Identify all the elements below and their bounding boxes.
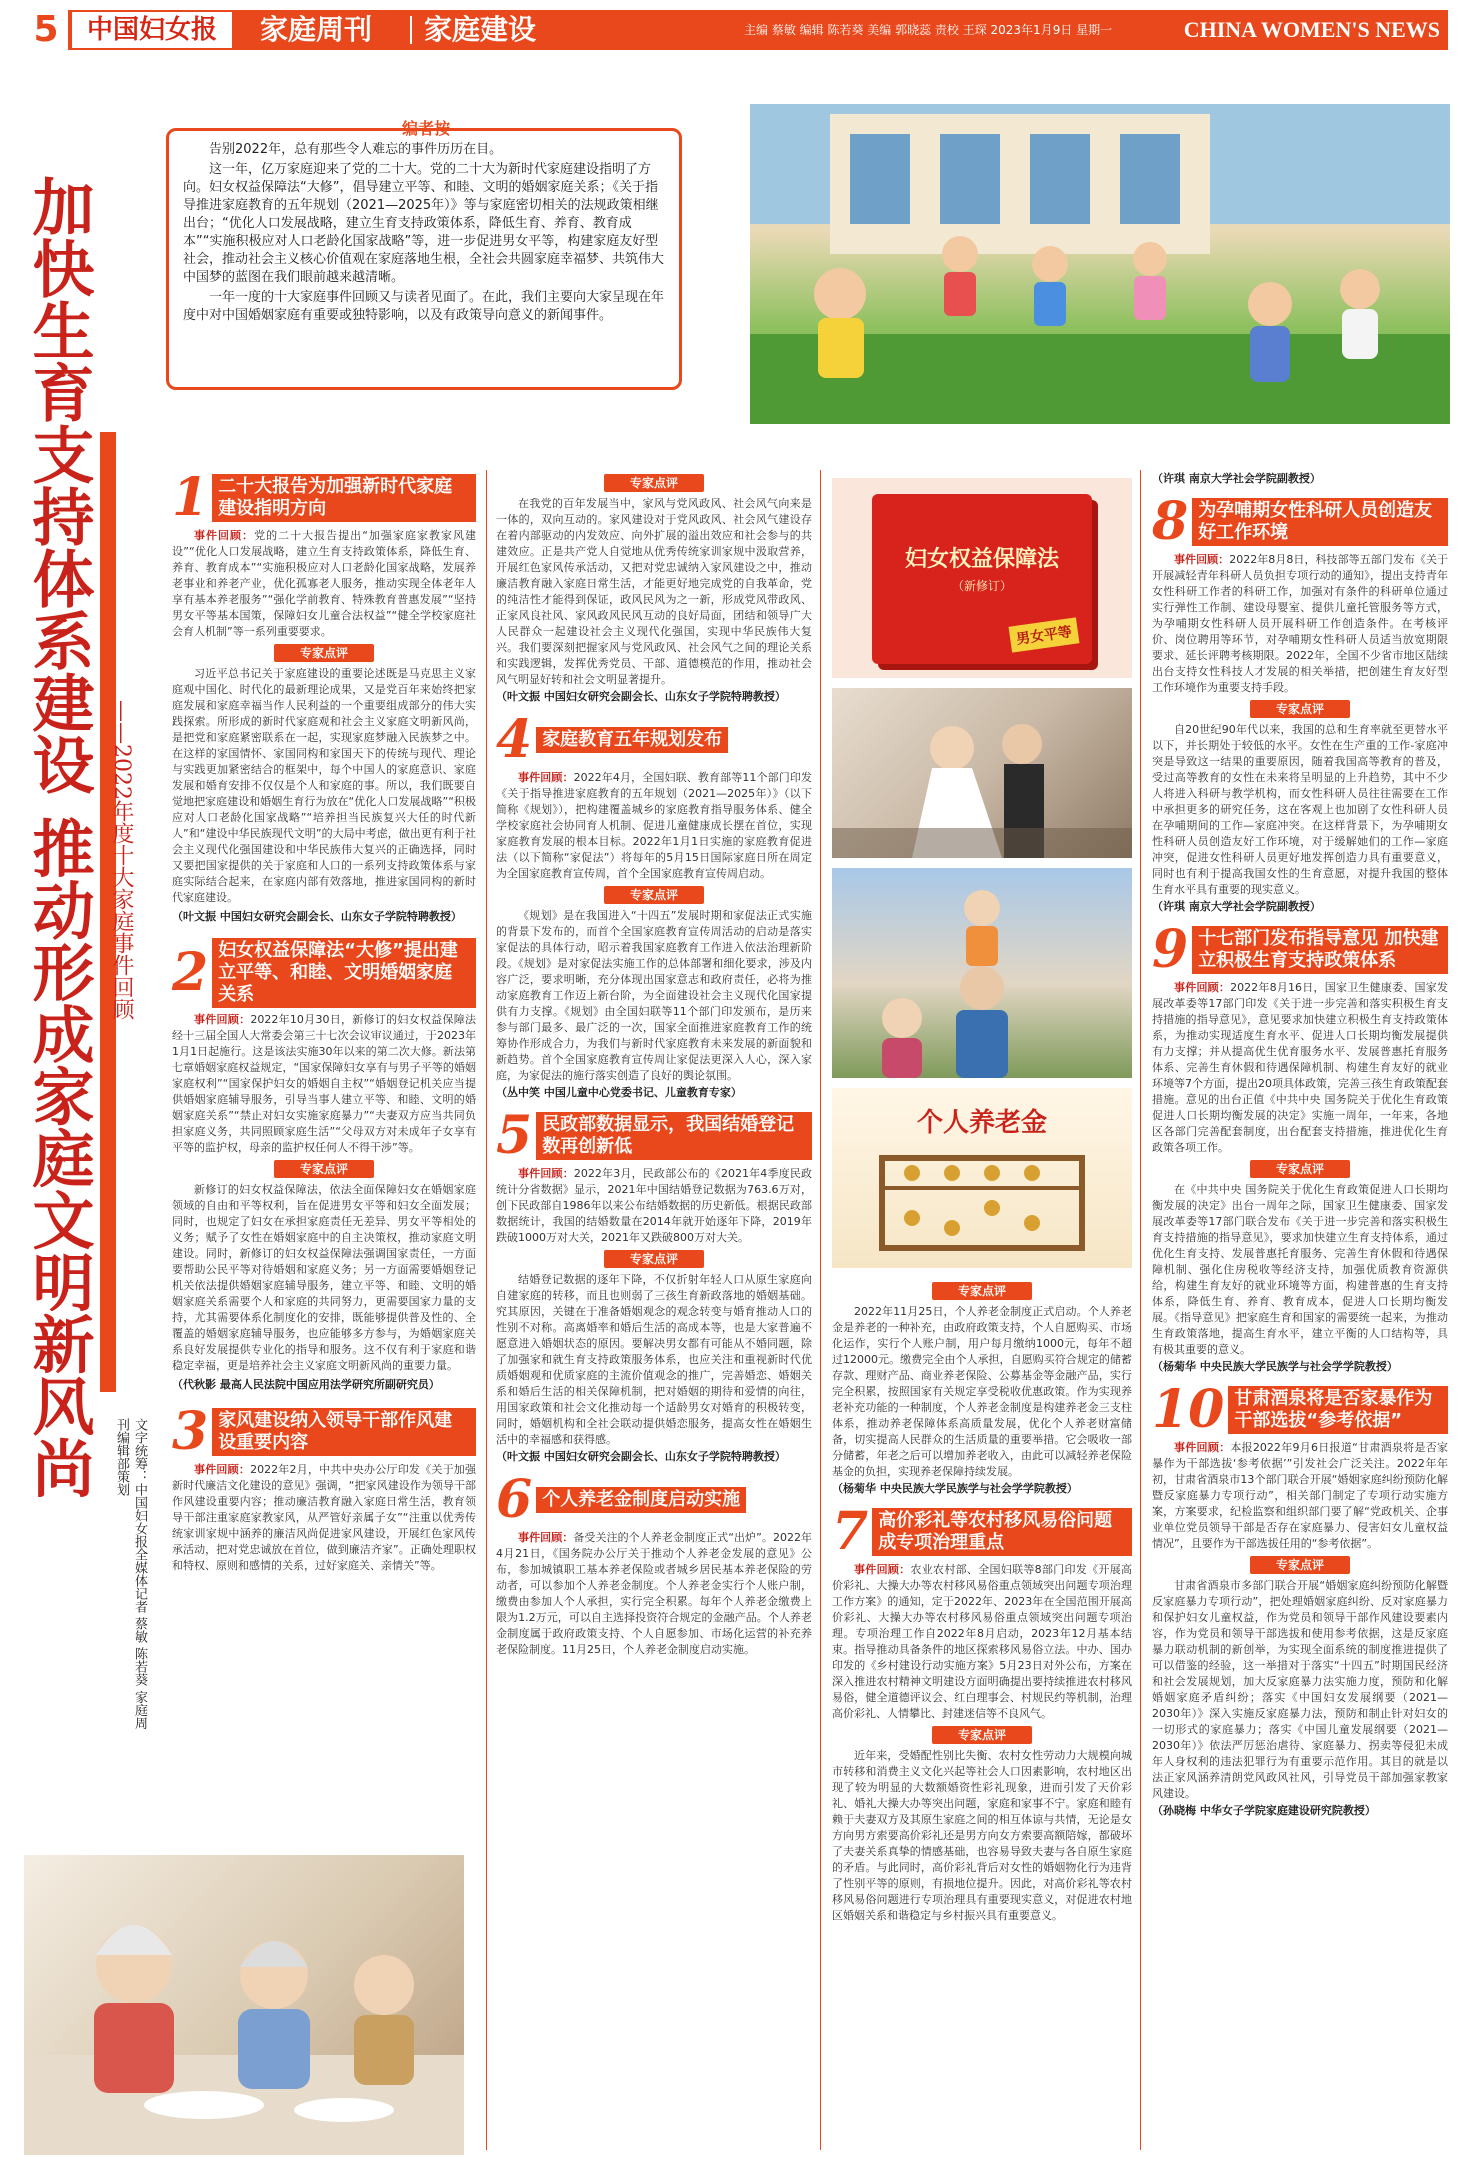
section-title: 二十大报告为加强新时代家庭建设指明方向 — [212, 474, 476, 522]
column-divider — [820, 470, 821, 2150]
event-label: 事件回顾： — [518, 1531, 574, 1544]
column-divider — [486, 470, 487, 2150]
elders-illustration — [24, 1855, 464, 2155]
editor-note-para: 告别2022年，总有那些令人难忘的事件历历在目。 — [209, 142, 503, 157]
event-label: 事件回顾： — [194, 529, 255, 542]
section-title: 家风建设纳入领导干部作风建设重要内容 — [212, 1408, 476, 1456]
section-number: 2 — [172, 942, 209, 1003]
main-headline: 加快生育支持体系建设 推动形成家庭文明新风尚 — [22, 175, 95, 1499]
event-label: 事件回顾： — [854, 1563, 911, 1576]
wedding-illustration — [832, 688, 1132, 858]
section-number: 9 — [1152, 919, 1189, 980]
section-number: 10 — [1152, 1379, 1225, 1440]
masthead-bar — [24, 10, 1448, 50]
event-label: 事件回顾： — [1174, 1441, 1231, 1454]
expert-signature: （代秋影 最高人民法院中国应用法学研究所副研究员） — [172, 1378, 440, 1391]
comment-text: 2022年11月25日，个人养老金制度正式启动。个人养老金是养老的一种补充，由政府政策支持，个人自愿购买、市场化运作，实行个人账户制，用户每月缴纳1000元，每年不超过12000元。缴费完全由个人承担，自愿购买符合规定的储蓄存款、理财产品、商业养老保险、公募基金等金融产品，实行完全积累，按照国家有关规定享受税收优惠政策。作为实现养老补充功能的一种制度，个人养老金制度是构建养老金三支柱体系，推动养老保障体系高质量发展，优化个人养老财富储备，切实提高人民群众的生活质量的重要举措。它会吸收一部分储蓄，年老之后可以增加养老收入，由此可以减轻养老保险基金的负担，实现养老保障持续发展。 — [832, 1305, 1132, 1478]
expert-signature: （杨菊华 中央民族大学民族学与社会学学院教授） — [832, 1482, 1078, 1495]
comment-text: 新修订的妇女权益保障法，依法全面保障妇女在婚姻家庭领域的自由和平等权利，旨在促进男女平等和妇女全面发展；同时，也规定了妇女在承担家庭责任无差异、男女平等相处的义务；赋予了女性在婚姻家庭中的自主决策权，推动家庭文明建设。同时，新修订的妇女权益保障法强调国家责任，一方面要帮助公民平等对待婚姻和家庭义务；另一方面需要婚姻登记机关依法提供婚姻家庭辅导服务，建立平等、和睦、文明的婚姻家庭关系需要个人和家庭的共同努力，更需要国家力量的支持，尤其需要体系化制度化的安排，既能够提供普及性的、全覆盖的婚姻家庭辅导服务，也应能够多方参与，为婚姻家庭关系良好发展提供专业化的指导和服务。这不仅有利于家庭和谐稳定幸福，更是培养社会主义家庭文明新风尚的重要力量。 — [172, 1183, 476, 1372]
family-photo — [832, 868, 1132, 1078]
comment-heading: 专家点评 — [604, 1250, 704, 1268]
section-title: 个人养老金制度启动实施 — [536, 1487, 746, 1513]
book-title: 妇女权益保障法 — [904, 547, 1059, 572]
abacus-icon — [832, 1088, 1132, 1268]
section-title: 高价彩礼等农村移风易俗问题成专项治理重点 — [872, 1508, 1132, 1556]
comment-text: 近年来，受婚配性别比失衡、农村女性劳动力大规模向城市转移和消费主义文化兴起等社会人口因素影响，农村地区出现了较为明显的大数额婚资性彩礼现象，进而引发了天价彩礼、婚礼大操大办等突出问题，家庭和家事不宁。家庭和睦有赖于夫妻双方及其原生家庭之间的相互体谅与共情，无论是女方向男方索要高价彩礼还是男方向女方索要高额陪嫁，都破坏了夫妻关系真挚的情感基础，也容易导致夫妻与各自原生家庭的矛盾。与此同时，高价彩礼背后对女性的婚姻物化行为违背了性别平等的原则，有损地位提升。因此，对高价彩礼等农村移风易俗问题进行专项治理具有重要现实意义，对促进农村地区婚姻关系和谐稳定与乡村振兴具有重要意义。 — [832, 1749, 1132, 1922]
expert-signature: （许琪 南京大学社会学院副教授） — [1152, 900, 1321, 913]
expert-signature: （杨菊华 中央民族大学民族学与社会学学院教授） — [1152, 1360, 1398, 1373]
comment-text: 《规划》是在我国进入“十四五”发展时期和家促法正式实施的背景下发布的，而首个全国家庭教育宣传周活动的启动是落实家促法的具体行动，昭示着我国家庭教育工作进入依法治理新阶段。《规划》是对家促法实施工作的总体部署和细化要求，涉及内容广泛，要求明晰，充分体现出国家意志和政府责任，必将为推动家庭教育工作迈上新台阶，为全面建设社会主义现代化国家提供有力支撑。《规划》由全国妇联等11个部门印发颁布，是历来参与部门最多、最广泛的一次，国家全面推进家庭教育工作的统筹协作形成合力，为我们与新时代家庭教育未来发展的新面貌和新趋势。首个全国家庭教育宣传周让家促法更深入人心，深入家庭，为家促法的施行落实创造了良好的舆论氛围。 — [496, 909, 812, 1082]
elders-photo — [24, 1855, 464, 2155]
comment-text: 在我党的百年发展当中，家风与党风政风、社会风气向来是一体的，双向互动的。家风建设对于党风政风、社会风气建设存在着内部驱动的内发效应、向外扩展的溢出效应和社会参与的共建效应。正是共产党人自觉地从优秀传统家训家规中汲取营养，开展红色家风传承活动，又把对党忠诚纳入家风建设之中，推动廉洁教育融入家庭日常生活，才能更好地完成党的自我革命，党的纯洁性才能得到保证，政风民风为之一新，形成党风带政风、正家风良社风、家风政风民风互动的良好局面，团结和领导广大人民群众一起建设社会主义现代化强国，实现中华民族伟大复兴。我们要深刻把握家风与党风政风、社会风气之间的理论关系和实践逻辑，发挥优秀党员、干部、道德模范的作用，推动社会风气明显好转和社会文明显著提升。 — [496, 497, 812, 686]
comment-heading: 专家点评 — [932, 1282, 1032, 1300]
comment-heading: 专家点评 — [274, 1160, 374, 1178]
event-text: 本报2022年9月6日报道“甘肃酒泉将是否家暴作为干部选拔‘参考依据’”引发社会广泛关注。2022年年初，甘肃省酒泉市13个部门联合开展“婚姻家庭纠纷预防化解暨反家庭暴力专项行动”，相关部门制定了专项行动实施方案，方案要求，纪检监察和组织部门要了解“党政机关、企事业单位党员领导干部是否存在家庭暴力、侵害妇女儿童权益情况”，且要作为干部选拔任用的“参考依据”。 — [1152, 1441, 1448, 1550]
event-text: 2022年4月，全国妇联、教育部等11个部门印发《关于指导推进家庭教育的五年规划（2021—2025年）》（以下简称《规划》），把构建覆盖城乡的家庭教育指导服务体系、健全学校家庭社会协同育人机制、促进儿童健康成长摆在首位，实现家庭教育发展的根本目标。2022年1月1日实施的家庭教育促进法（以下简称“家促法”）将每年的5月15日国际家庭日所在周定为全国家庭教育宣传周，首个全国家庭教育宣传周启动。 — [496, 771, 812, 880]
section-title: 为孕哺期女性科研人员创造友好工作环境 — [1192, 498, 1448, 546]
comment-text: 习近平总书记关于家庭建设的重要论述既是马克思主义家庭观中国化、时代化的最新理论成果，又是党百年来始终把家庭发展和家庭幸福当作人民利益的一个重要组成部分的伟大实践探索。所形成的新时代家庭观和社会主义家庭文明新风尚，是把党和家庭紧密联系在一起，实现家庭梦融入民族梦之中。在这样的家国情怀、家国同构和家国天下的传统与现代、理论与实践更加紧密结合的框架中，每个中国人的家庭意识、家庭发展和婚育安排不仅仅是个人和家庭的事。所以，我们既要自觉地把家庭建设和婚姻生育行为放在“优化人口发展战略”“积极应对人口老龄化国家战略”“培养担当民族复兴大任的时代新人”和“建设中华民族现代文明”的大局中考虑，做出更有利于社会主义现代化强国建设和中华民族伟大复兴的正确选择，同时又要把国家提供的关于家庭和人口的一系列支持政策体系与家庭实际结合起来，在家庭内部有效落地，推进家国同构的新时代家庭建设。 — [172, 667, 476, 904]
editor-note-para: 这一年，亿万家庭迎来了党的二十大。党的二十大为新时代家庭建设指明了方向。妇女权益保障法“大修”，倡导建立平等、和睦、文明的婚姻家庭关系；《关于指导推进家庭教育的五年规划（2021—2025年）》等与家庭密切相关的法规政策相继出台；“优化人口发展战略，建立生育支持政策体系，降低生育、养育、教育成本”“实施积极应对人口老龄化国家战略”等，进一步促进男女平等，构建家庭友好型社会，推动社会主义核心价值观在家庭落地生根，全社会共圆家庭幸福梦、共筑伟大中国梦的蓝图在我们眼前越来越清晰。 — [183, 162, 665, 285]
expert-signature: （叶文振 中国妇女研究会副会长、山东女子学院特聘教授） — [172, 910, 462, 923]
comment-text: 自20世纪90年代以来，我国的总和生育率就至更替水平以下，并长期处于较低的水平。女性在生产重的工作-家庭冲突是导致这一结果的重要原因，随着我国高等教育的普及，受过高等教育的女性在未来将呈明显的上升趋势，其中不少人将进入科研与教学机构，而女性科研人员往往需要在工作中承担更多的研究任务，这在客观上也加剧了女性科研人员在孕哺期间的工作—家庭冲突。在这样背景下，为孕哺期女性科研人员创造友好工作环境，对于缓解她们的工作—家庭冲突，促进女性科研人员更好地发挥创造力具有重要意义，同时也有利于提高我国女性的生育意愿，对提升我国的整体生育水平具有重要的现实意义。 — [1152, 723, 1448, 896]
article-column-3 — [832, 1278, 1132, 1924]
section-title: 十七部门发布指导意见 加快建立积极生育支持政策体系 — [1192, 926, 1448, 974]
comment-heading: 专家点评 — [274, 644, 374, 662]
event-label: 事件回顾： — [1174, 553, 1230, 566]
event-label: 事件回顾： — [518, 771, 574, 784]
section-number: 5 — [496, 1105, 533, 1166]
event-text: 2022年8月16日，国家卫生健康委、国家发展改革委等17部门印发《关于进一步完善和落实积极生育支持措施的指导意见》，意见要求加快建立积极生育支持政策体系，为推动实现适度生育水平、促进人口长期均衡发展提供有力支撑；并从提高优生优育服务水平、发展普惠托育服务体系、完善生育休假和待遇保障机制、构建生育友好的就业环境等7个方面，提出20项具体政策，完善三孩生育政策配套措施。意见的出台正值《中共中央 国务院关于优化生育政策促进人口长期均衡发展的决定》实施一周年，一年来，各地区各部门完善配套制度，出台配套支持措施，推进优化生育政策各项工作。 — [1152, 981, 1448, 1154]
event-text: 备受关注的个人养老金制度正式“出炉”。2022年4月21日，《国务院办公厅关于推动个人养老金发展的意见》公布，参加城镇职工基本养老保险或者城乡居民基本养老保险的劳动者，可以参加个人养老金制度。个人养老金实行个人账户制，缴费由参加人个人承担，实行完全积累。每年个人养老金缴费上限为1.2万元，可以自主选择投资符合规定的金融产品。个人养老金制度属于政府政策支持、个人自愿参加、市场化运营的补充养老保险制度。11月25日，个人养老金制度启动实施。 — [496, 1531, 813, 1656]
expert-signature: （叶文振 中国妇女研究会副会长、山东女子学院特聘教授） — [496, 1450, 786, 1463]
comment-heading: 专家点评 — [604, 886, 704, 904]
wedding-photo — [832, 688, 1132, 858]
section-title: 民政部数据显示，我国结婚登记数再创新低 — [536, 1112, 812, 1160]
event-text: 2022年2月，中共中央办公厅印发《关于加强新时代廉洁文化建设的意见》强调，“把家风建设作为领导干部作风建设重要内容；推动廉洁教育融入家庭日常生活，教育领导干部注重家庭家教家风，从严管好亲属子女”“注重以优秀传统家训家规中涵养的廉洁风尚促进家风建设，开展红色家风传承活动，把对党忠诚放在首位，做到廉洁齐家”。正确处理职权和特权、原则和感情的关系，过好家庭关、亲情关”等。 — [172, 1463, 476, 1572]
byline: 文字统筹：中国妇女报全媒体记者 蔡敏 陈若葵 家庭周刊编辑部策划 — [114, 1418, 147, 1730]
children-illustration — [750, 104, 1450, 424]
section-divider — [410, 16, 412, 44]
event-text: 农业农村部、全国妇联等8部门印发《开展高价彩礼、大操大办等农村移风易俗重点领域突出问题专项治理工作方案》的通知，定于2022年、2023年在全国范围开展高价彩礼、大操大办等农村移风易俗重点领域突出问题专项治理。专项治理工作自2022年8月启动，2023年12月基本结束。指导推动具备条件的地区探索移风易俗立法。中办、国办印发的《乡村建设行动实施方案》5月23日对外公布，方案在深入推进农村精神文明建设方面明确提出要持续推进农村移风易俗，健全道德评议会、红白理事会、村规民约等机制，治理高价彩礼、人情攀比、封建迷信等不良风气。 — [832, 1563, 1133, 1720]
event-text: 2022年10月30日，新修订的妇女权益保障法经十三届全国人大常委会第三十七次会议审议通过，于2023年1月1日起施行。这是该法实施30年以来的第二次大修。新法第七章婚姻家庭权益规定，“国家保障妇女享有与男子平等的婚姻家庭权利”“国家保护妇女的婚姻自主权”“婚姻登记机关应当提供婚姻家庭辅导服务，引导当事人建立平等、和睦、文明的婚姻家庭关系”“禁止对妇女实施家庭暴力”“夫妻双方应当共同负担家庭义务，共同照顾家庭生活”“父母双方对未成年子女享有平等的监护权，母亲的监护权任何人不得干涉”等。 — [172, 1013, 476, 1154]
expert-signature: （叶文振 中国妇女研究会副会长、山东女子学院特聘教授） — [496, 690, 786, 703]
comment-heading: 专家点评 — [932, 1726, 1032, 1744]
event-label: 事件回顾： — [518, 1167, 574, 1180]
event-text: 2022年3月，民政部公布的《2021年4季度民政统计分省数据》显示，2021年中国结婚登记数据为763.6万对，创下民政部自1986年以来公布结婚数据的历史新低。根据民政部数据统计，我国的结婚数量在2014年就开始逐年下降，2019年跌破1000万对大关，2021年又跌破800万对大关。 — [496, 1167, 813, 1244]
section-number: 4 — [496, 709, 533, 770]
book-subtitle: （新修订） — [951, 579, 1012, 593]
sub-headline: ——2022年度十大家庭事件回顾 — [109, 700, 134, 1020]
article-column-1 — [172, 467, 477, 1574]
english-title: CHINA WOMEN'S NEWS — [1183, 17, 1440, 42]
newspaper-logo: 中国妇女报 — [72, 12, 232, 48]
editor-note-title: 编者按 — [390, 116, 462, 139]
children-photo — [750, 104, 1450, 424]
subsection-name: 家庭建设 — [424, 13, 537, 46]
page-number: 5 — [24, 10, 68, 50]
law-book-image — [832, 478, 1132, 678]
event-label: 事件回顾： — [194, 1463, 251, 1476]
section-number: 3 — [172, 1401, 209, 1462]
comment-heading: 专家点评 — [604, 474, 704, 492]
section-title: 甘肃酒泉将是否家暴作为干部选拔“参考依据” — [1228, 1386, 1448, 1434]
comment-text: 在《中共中央 国务院关于优化生育政策促进人口长期均衡发展的决定》出台一周年之际，国家卫生健康委、国家发展改革委等17部门联合发布《关于进一步完善和落实积极生育支持措施的指导意见》，要求加快建立生育支持体系，通过优化生育支持、发展普惠托育服务、完善生育休假和待遇保障机制、强化住房税收等经济支持，加强优质教育资源供给，构建生育友好的就业环境等方面，构建普惠的生育支持体系，降低生育、养育、教育成本，促进人口长期均衡发展。《指导意见》把家庭生育和国家的需要统一起来，为推动生育政策落地，提高生育水平，建立平衡的人口结构等，具有极其重要的意义。 — [1152, 1183, 1448, 1356]
event-text: 2022年8月8日，科技部等五部门发布《关于开展减轻青年科研人员负担专项行动的通知》，提出支持青年女性科研工作者的科研工作，加强对有条件的科研单位通过实行弹性工作制、建设母婴室、提供儿童托管服务等方式，为孕哺期女性科研人员开展科研工作创造条件。在考核评价、岗位聘用等环节，对孕哺期女性科研人员适当放宽期限要求、延长评聘考核期限。2022年，全国不少省市地区陆续出台支持女性科技人才发展的相关举措，把创建生育友好型工作环境作为重要支持手段。 — [1152, 553, 1448, 694]
column-divider — [1140, 470, 1141, 2150]
article-column-2 — [496, 470, 812, 1658]
section-title: 家庭教育五年规划发布 — [536, 727, 728, 753]
book-stamp: 男女平等 — [1009, 617, 1080, 652]
comment-text: 甘肃省酒泉市多部门联合开展“婚姻家庭纠纷预防化解暨反家庭暴力专项行动”，把处理婚姻家庭纠纷、反对家庭暴力和保护妇女儿童权益，作为党员和领导干部作风建设要素内容，作为党员和领导干部选拔和使用参考依据，这是反家庭暴力联动机制的新创举，为实现全面系统的制度推进提供了可以借鉴的经验，这一举措对于落实“十四五”时期国民经济和社会发展规划，加大反家庭暴力法实施力度，预防和化解婚姻家庭矛盾纠纷；落实《中国妇女发展纲要（2021—2030年）》深入实施反家庭暴力法，预防和制止针对妇女的一切形式的家庭暴力；落实《中国儿童发展纲要（2021—2030年）》依法严厉惩治虐待、家庭暴力、拐卖等侵犯未成年人身权利的违法犯罪行为有重要示范作用。其目的就是以法正家风涵养清朗党风政风社风，引导党员干部加强家教家风建设。 — [1152, 1579, 1448, 1800]
section-number: 1 — [172, 467, 209, 528]
expert-signature: （孙晓梅 中华女子学院家庭建设研究院教授） — [1152, 1804, 1376, 1817]
event-text: 党的二十大报告提出“加强家庭家教家风建设”“优化人口发展战略，建立生育支持政策体系，降低生育、养育、教育成本”“实施积极应对人口老龄化国家战略，发展养老事业和养老产业，优化孤寡老人服务，推动实现全体老年人享有基本养老服务”“强化学前教育、特殊教育普惠发展”“坚持男女平等基本国策，保障妇女儿童合法权益”“健全学校家庭社会育人机制”等一系列重要要求。 — [172, 529, 477, 638]
editor-note-para: 一年一度的十大家庭事件回顾又与读者见面了。在此，我们主要向大家呈现在年度中对中国婚姻家庭有重要或独特影响，以及有政策导向意义的新闻事件。 — [183, 290, 665, 323]
article-column-4 — [1152, 470, 1448, 1818]
expert-signature: （丛中笑 中国儿童中心党委书记、儿童教育专家） — [496, 1086, 742, 1099]
section-name: 家庭周刊 — [260, 13, 373, 46]
pension-title: 个人养老金 — [916, 1108, 1047, 1138]
event-label: 事件回顾： — [194, 1013, 251, 1026]
issue-meta: 主编 蔡敏 编辑 陈若葵 美编 郭晓蕊 责校 王琛 2023年1月9日 星期一 — [744, 23, 1113, 37]
expert-signature: （许琪 南京大学社会学院副教授） — [1152, 472, 1321, 485]
pension-image — [832, 1088, 1132, 1268]
comment-heading: 专家点评 — [1250, 1160, 1350, 1178]
editor-note — [166, 128, 682, 390]
comment-text: 结婚登记数据的逐年下降，不仅折射年轻人口从原生家庭向自建家庭的转移，而且也则弱了三孩生育新政落地的婚姻基础。究其原因，关键在于准备婚姻观念的观念转变与婚育推动人口的性别不对称。高离婚率和婚后生活的高成本等，也是大家普遍不愿意进入婚姻状态的原因。要解决男女都有可能从不婚同题，除了加强家和就生育支持政策服务体系，也应关注和重视新时代优质婚姻观和优质家庭的主流价值观念的推广，完善婚恋、婚姻关系和婚后生活的相关保障机制，把对婚姻的期待和爱情的向往，用国家政策和社会文化推动每一个适龄男女对婚育的积极转变，同时，婚姻机构和全社会联动提供婚恋服务，提高女性在婚姻生活中的幸福感和获得感。 — [496, 1273, 812, 1446]
event-label: 事件回顾： — [1174, 981, 1231, 994]
family-illustration — [832, 868, 1132, 1078]
comment-heading: 专家点评 — [1250, 1556, 1350, 1574]
book-cover — [872, 494, 1092, 664]
comment-heading: 专家点评 — [1250, 700, 1350, 718]
section-title: 妇女权益保障法“大修”提出建立平等、和睦、文明婚姻家庭关系 — [212, 938, 476, 1008]
section-number: 7 — [832, 1501, 869, 1562]
section-number: 8 — [1152, 491, 1189, 552]
section-number: 6 — [496, 1469, 533, 1530]
